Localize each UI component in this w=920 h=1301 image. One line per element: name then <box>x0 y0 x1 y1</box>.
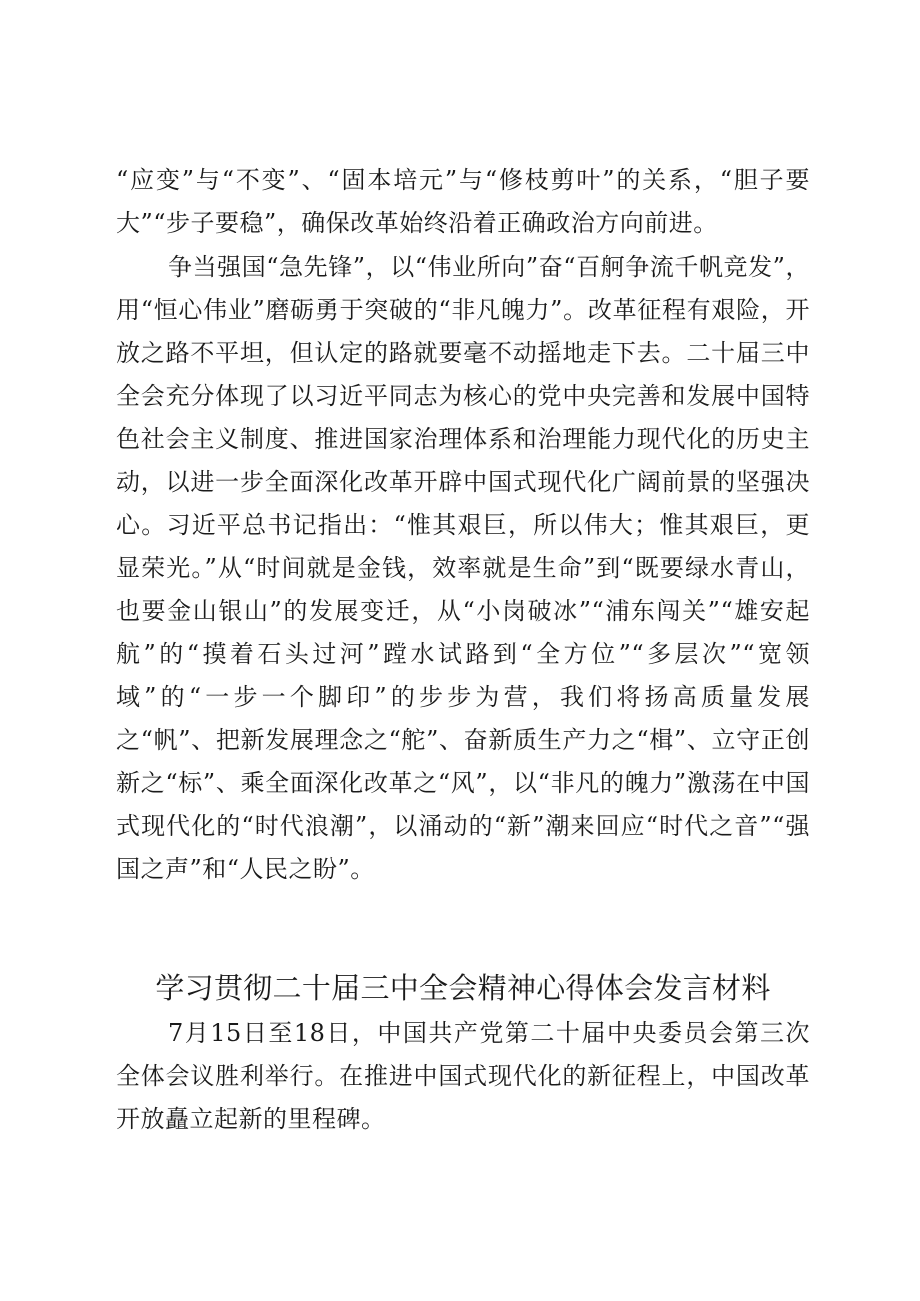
paragraph-plenary-intro: 7月15日至18日，中国共产党第二十届中央委员会第三次全体会议胜利举行。在推进中国式现代化的新征程上，中国改革开放矗立起新的里程碑。 <box>116 1019 810 1133</box>
paragraph-continuation: “应变”与“不变”、“固本培元”与“修枝剪叶”的关系，“胆子要大”“步子要稳”，确保改革始终沿着正确政治方向前进。 <box>116 166 810 237</box>
section-title: 学习贯彻二十届三中全会精神心得体会发言材料 <box>155 971 771 1005</box>
paragraph-reform-vanguard: 争当强国“急先锋”，以“伟业所向”奋“百舸争流千帆竞发”，用“恒心伟业”磨砺勇于突破的“非凡魄力”。改革征程有艰险，开放之路不平坦，但认定的路就要毫不动摇地走下去。二十届三中全会充分体现了以习近平同志为核心的党中央完善和发展中国特色社会主义制度、推进国家治理体系和治理能力现代化的历史主动，以进一步全面深化改革开辟中国式现代化广阔前景的坚强决心。习近平总书记指出：“惟其艰巨，所以伟大；惟其艰巨，更显荣光。”从“时间就是金钱，效率就是生命”到“既要绿水青山，也要金山银山”的发展变迁，从“小岗破冰”“浦东闯关”“雄安起航”的“摸着石头过河”蹚水试路到“全方位”“多层次”“宽领域”的“一步一个脚印”的步步为营，我们将扬高质量发展之“帆”、把新发展理念之“舵”、奋新质生产力之“楫”、立守正创新之“标”、乘全面深化改革之“风”，以“非凡的魄力”激荡在中国式现代化的“时代浪潮”，以涌动的“新”潮来回应“时代之音”“强国之声”和“人民之盼”。 <box>116 253 810 883</box>
